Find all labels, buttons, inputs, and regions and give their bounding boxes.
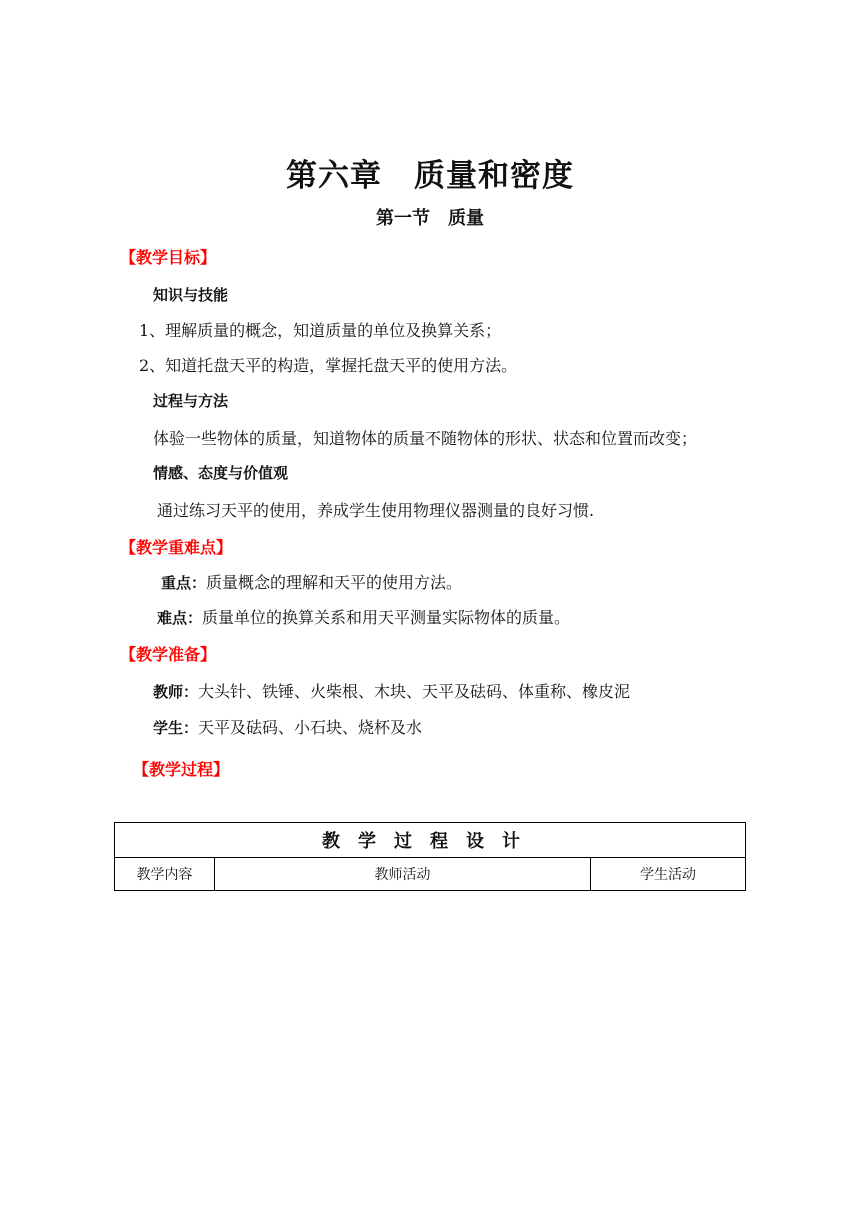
- chapter-title: 第六章 质量和密度: [286, 158, 574, 194]
- objective-item-1: 1、理解质量的概念，知道质量的单位及换算关系；: [139, 321, 502, 340]
- focus-text: 质量概念的理解和天平的使用方法。: [206, 573, 463, 592]
- emotion-values-text: 通过练习天平的使用，养成学生使用物理仪器测量的良好习惯.: [157, 501, 595, 520]
- objective-item-2: 2、知道托盘天平的构造，掌握托盘天平的使用方法。: [139, 356, 518, 375]
- student-text: 天平及砝码、小石块、烧杯及水: [198, 718, 423, 737]
- keypoints-heading: 【教学重难点】: [120, 538, 233, 557]
- teacher-label: 教师：: [153, 683, 199, 701]
- preparation-heading: 【教学准备】: [120, 645, 217, 664]
- emotion-values-label: 情感、态度与价值观: [153, 464, 289, 482]
- column-teaching-content: 教学内容: [115, 858, 215, 891]
- section-title: 第一节 质量: [376, 208, 484, 229]
- teacher-text: 大头针、铁锤、火柴根、木块、天平及砝码、体重称、橡皮泥: [198, 682, 631, 701]
- column-student-activity: 学生活动: [591, 858, 746, 891]
- focus-line: [161, 570, 462, 593]
- process-method-label: 过程与方法: [153, 392, 229, 410]
- process-heading: 【教学过程】: [133, 760, 230, 779]
- focus-label: 重点：: [161, 574, 207, 592]
- process-design-table: [114, 822, 746, 891]
- process-method-text: 体验一些物体的质量，知道物体的质量不随物体的形状、状态和位置而改变；: [153, 429, 698, 448]
- column-teacher-activity: 教师活动: [215, 858, 591, 891]
- teacher-line: [153, 679, 630, 702]
- knowledge-skills-label: 知识与技能: [153, 286, 229, 304]
- difficulty-line: [157, 605, 570, 628]
- difficulty-text: 质量单位的换算关系和用天平测量实际物体的质量。: [202, 608, 571, 627]
- table-header: 教学过程设计: [115, 823, 746, 858]
- objectives-heading: 【教学目标】: [120, 248, 217, 267]
- student-label: 学生：: [153, 719, 199, 737]
- difficulty-label: 难点：: [157, 609, 203, 627]
- student-line: [153, 715, 422, 738]
